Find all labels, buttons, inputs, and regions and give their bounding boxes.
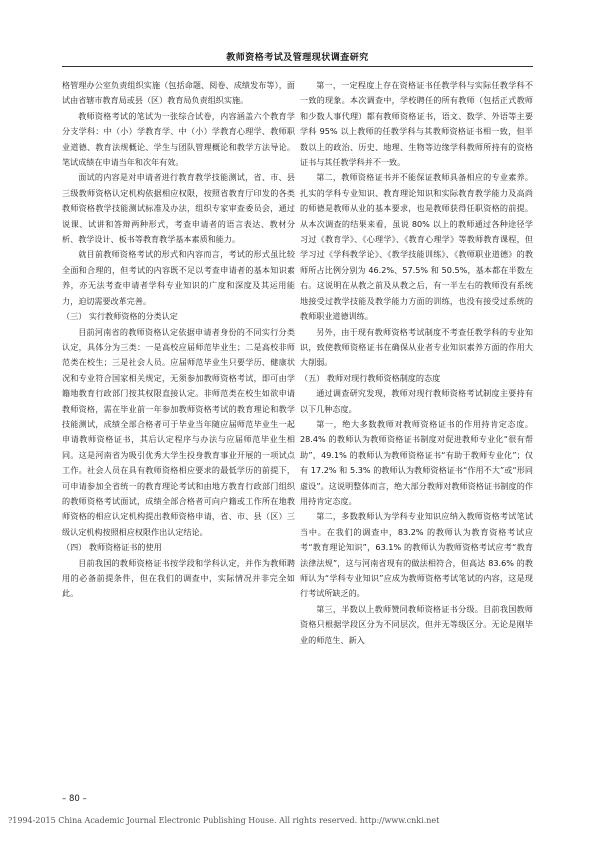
page-number: – 80 – bbox=[62, 794, 87, 804]
copyright-footer: ?1994-2015 China Academic Journal Electronic Publishing House. All rights reserved. http://www.cnki.net bbox=[8, 816, 440, 825]
right-column bbox=[300, 78, 533, 648]
running-header: 教师资格考试及管理现状调查研究 bbox=[226, 53, 369, 63]
paragraph: 另外，由于现有教师资格考试制度不考查任教学科的专业知识，致使教师资格证书在确保从业者专业知识素养方面的作用大大削弱。 bbox=[300, 326, 533, 368]
paragraph: 格管理办公室负责组织实施（包括命题、阅卷、成绩发布等），面试由省辖市教育局或县（区）教育局负责组织实施。 bbox=[62, 80, 295, 106]
paragraph: 面试的内容是对申请者进行教育教学技能测试，省、市、县三级教师资格认定机构依据相应权限，按照省教育厅印发的各类教师资格教学技能测试标准及办法，组织专家审查委员会，通过说课、试讲和答辩两种形式，考查申请者的语言表达、教材分析、教学设计、板书等教育教学基本素质和能力。 bbox=[62, 172, 295, 245]
paragraph: 第二，教师资格证书并不能保证教师具备相应的专业素养。扎实的学科专业知识、教育理论知识和实际教育教学能力及高尚的师德是教师从业的基本要求，也是教师获得任职资格的前提。从本次调查的结果来看，虽说 80% 以上的教师通过各种途径学习过《教育学》、《心理学》、《教育心理学》等教师教育课程，但学习过《学科教学论》、《教学技能训练》、《教师职业道德》的教师所占比例分别为 46.2%、57.5% 和 50.5%，基本都在半数左右。这说明在从教之前及从教之后，有一半左右的教师没有系统地接受过教学技能及教学能力方面的训练，也没有接受过系统的教师职业道德训练。 bbox=[300, 172, 533, 322]
section-heading: （三） 实行教师资格的分类认定 bbox=[62, 311, 178, 322]
paragraph: 第一，一定程度上存在资格证书任教学科与实际任教学科不一致的现象。本次调查中，学校聘任的所有教师（包括正式教师和少数人事代理）都有教师资格证书，语文、数学、外语等主要学科 95% 以上教师的任教学科与其教师资格证书相一致，但半数以上的政治、历史、地理、生物等边缘学科教师所持有的资格证书与其任教学科并不一致。 bbox=[300, 80, 533, 168]
paragraph: 第二，多数教师认为学科专业知识应纳入教师资格考试笔试当中。在我们的调查中，83.2% 的教师认为教育资格考试应考“教育理论知识”，63.1% 的教师认为教师资格考试应考“教育法律法规”，这与河南省现有的做法相符合，但高达 83.6% 的教师认为“学科专业知识”应成为教师资格考试笔试的内容，这是现行考试所缺乏的。 bbox=[300, 511, 533, 599]
paragraph: 就目前教师资格考试的形式和内容而言，考试的形式虽比较全面和合理的，但考试的内容既不足以考查申请者的基本知识素养，亦无法考查申请者学科专业知识的广度和深度及其运用能力，迫切需要改革完善。 bbox=[62, 249, 295, 306]
header-rule bbox=[62, 66, 533, 67]
paragraph: 目前河南省的教师资格认定依据申请者身份的不同实行分类认定，具体分为三类：一是高校应届师范毕业生；二是高校非师范类在校生；三是社会人员。应届师范毕业生只要学历、健康状况和专业符合国家相关规定，无须参加教师资格考试，即可由学籍地教育行政部门按其权限直接认定。非师范类在校生如欲申请教师资格，需在毕业前一年参加教师资格考试的教育理论和教学技能测试，成绩全部合格者可于毕业当年随应届师范毕业生一起申请教师资格证书，其后认定程序与办法与应届师范毕业生相同。这是河南省为吸引优秀大学生投身教育事业开展的一项试点工作。社会人员在具有教师资格相应要求的最低学历的前提下，可申请参加全省统一的教育理论考试和由地方教育行政部门组织的教师资格考试面试，成绩全部合格者可向户籍或工作所在地教师资格的相应认定机构提出教师资格申请，省、市、县（区）三级认定机构按照相应权限作出认定结论。 bbox=[62, 326, 295, 537]
paragraph: 通过调查研究发现，教师对现行教师资格考试制度主要持有以下几种态度。 bbox=[300, 388, 533, 414]
section-heading: （五） 教师对现行教师资格制度的态度 bbox=[300, 372, 441, 383]
paragraph: 第一，绝大多数教师对教师资格证书的作用持肯定态度。28.4% 的教师认为教师资格证书制度对促进教师专业化“很有帮助”，49.1% 的教师认为教师资格证书“有助于教师专业化”；仅有 17.2% 和 5.3% 的教师认为教师资格证书“作用不大”或“形同虚设”。这说明整体而言，绝大部分教师对教师资格证书制度的作用持肯定态度。 bbox=[300, 418, 533, 506]
paragraph: 教师资格考试的笔试为一张综合试卷，内容涵盖六个教育学分支学科：中（小）学教育学、中（小）学教育心理学、教师职业道德、教育法规概论、学生与团队管理概论和教学方法导论。笔试成绩在申请当年和次年有效。 bbox=[62, 110, 295, 168]
paragraph: 第三，半数以上教师赞同教师资格证书分级。目前我国教师资格只根据学段区分为不同层次，但并无等级区分。无论是刚毕业的师范生、新入 bbox=[300, 603, 533, 645]
left-column bbox=[62, 78, 295, 602]
paragraph: 目前我国的教师资格证书按学段和学科认定，并作为教师聘用的必备前提条件，但在我们的调查中，实际情况并非完全如此。 bbox=[62, 557, 295, 599]
section-heading: （四） 教师资格证书的使用 bbox=[62, 542, 162, 553]
